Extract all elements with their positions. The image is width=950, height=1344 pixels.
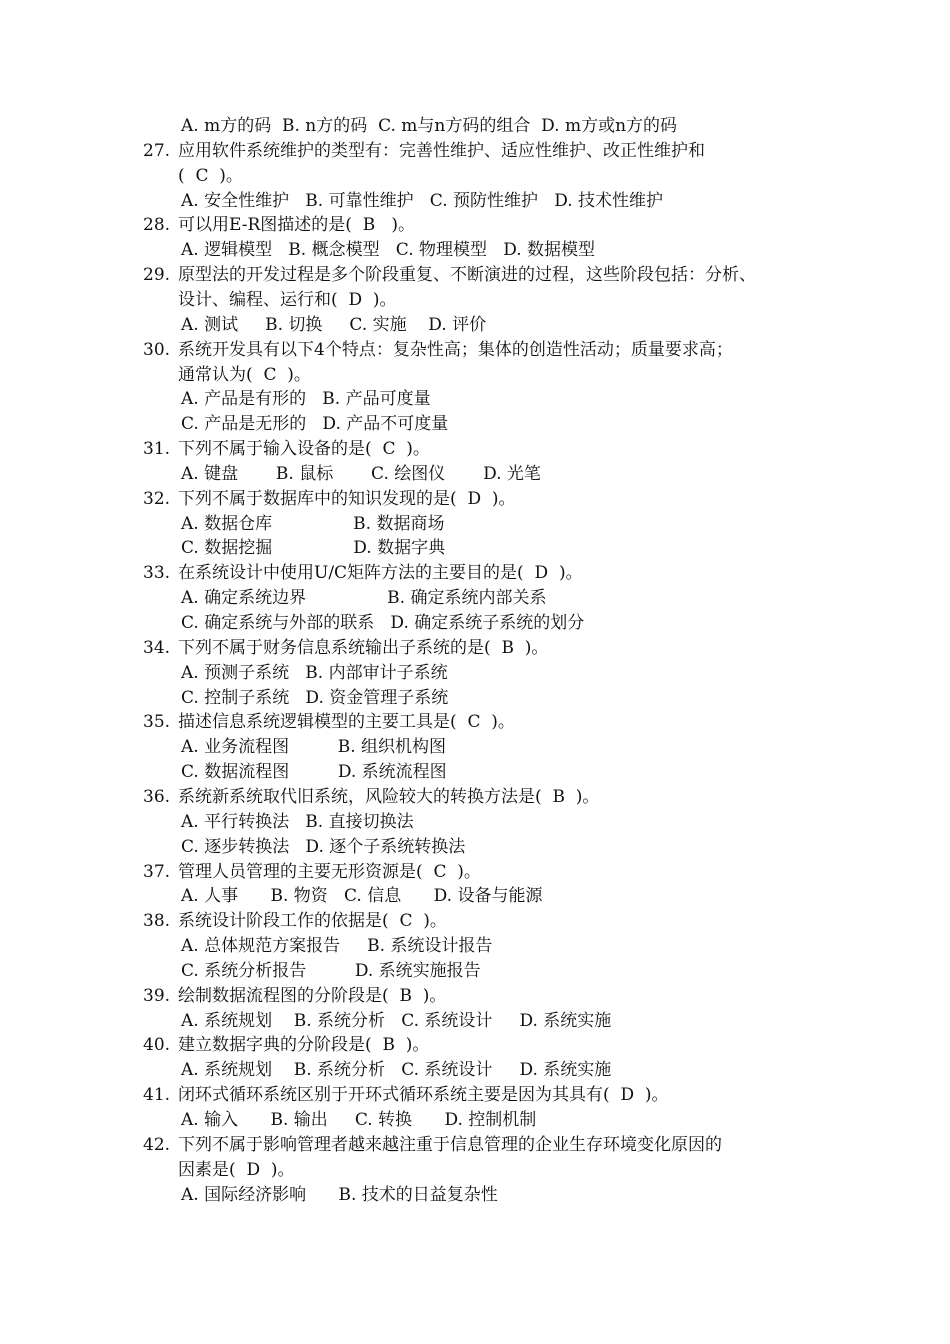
question-continuation	[178, 288, 397, 312]
options-line	[181, 313, 486, 337]
question-continuation	[178, 363, 311, 387]
line-text: A. 输入 B. 输出 C. 转换 D. 控制机制	[181, 1110, 537, 1130]
line-text: 绘制数据流程图的分阶段是( B )。	[178, 985, 447, 1006]
line-text: A. 预测子系统 B. 内部审计子系统	[181, 662, 448, 683]
question-continuation	[178, 164, 243, 188]
options-line	[181, 835, 465, 859]
line-text: A. 总体规范方案报告 B. 系统设计报告	[181, 936, 493, 957]
options-line	[181, 686, 448, 710]
options-line	[181, 586, 546, 610]
question-line	[143, 785, 599, 809]
options-line	[181, 959, 481, 983]
question-number: 40.	[143, 1035, 171, 1056]
line-text: C. 系统分析报告 D. 系统实施报告	[181, 960, 481, 981]
question-number: 36.	[143, 786, 171, 807]
line-text: A. 产品是有形的 B. 产品可度量	[181, 389, 431, 410]
options-line	[181, 611, 584, 635]
question-number: 42.	[143, 1134, 171, 1155]
line-text: C. 控制子系统 D. 资金管理子系统	[181, 687, 449, 708]
line-text: 可以用E-R图描述的是( B )。	[178, 215, 416, 236]
line-text: A. 业务流程图 B. 组织机构图	[181, 737, 447, 758]
question-number: 28.	[143, 215, 171, 236]
question-number: 33.	[143, 563, 171, 584]
line-text: A. m方的码 B. n方的码 C. m与n方码的组合 D. m方或n方的码	[181, 116, 678, 136]
line-text: 下列不属于财务信息系统输出子系统的是( B )。	[178, 637, 549, 658]
line-text: 下列不属于数据库中的知识发现的是( D )。	[178, 488, 516, 509]
question-line	[143, 561, 583, 585]
question-number: 41.	[143, 1085, 171, 1106]
line-text: 原型法的开发过程是多个阶段重复、不断演进的过程，这些阶段包括：分析、	[178, 265, 756, 286]
question-line	[143, 1033, 429, 1057]
options-line	[181, 760, 447, 784]
question-line	[143, 710, 515, 734]
line-text: 系统新系统取代旧系统，风险较大的转换方法是( B )。	[178, 786, 600, 807]
line-text: 下列不属于输入设备的是( C )。	[178, 439, 430, 460]
line-text: 系统开发具有以下4个特点：复杂性高；集体的创造性活动；质量要求高；	[178, 339, 733, 360]
question-continuation	[178, 1158, 295, 1182]
line-text: A. 数据仓库 B. 数据商场	[181, 513, 445, 534]
options-line	[181, 810, 414, 834]
line-text: A. 确定系统边界 B. 确定系统内部关系	[181, 588, 547, 609]
question-number: 32.	[143, 488, 171, 509]
question-number: 30.	[143, 339, 171, 360]
question-line	[143, 487, 516, 511]
question-line	[143, 338, 733, 362]
line-text: C. 产品是无形的 D. 产品不可度量	[181, 414, 449, 435]
question-line	[143, 1083, 669, 1107]
question-line	[143, 139, 705, 163]
options-line	[181, 1108, 536, 1132]
question-line	[143, 437, 430, 461]
line-text: A. 安全性维护 B. 可靠性维护 C. 预防性维护 D. 技术性维护	[181, 190, 664, 211]
line-text: C. 确定系统与外部的联系 D. 确定系统子系统的划分	[181, 613, 585, 633]
question-number: 31.	[143, 439, 171, 460]
line-text: 闭环式循环系统区别于开环式循环系统主要是因为其具有( D )。	[178, 1085, 669, 1106]
options-line	[181, 536, 445, 560]
options-line	[181, 189, 663, 213]
line-text: 管理人员管理的主要无形资源是( C )。	[178, 861, 481, 882]
line-text: 应用软件系统维护的类型有：完善性维护、适应性维护、改正性维护和	[178, 140, 705, 161]
options-line	[181, 512, 444, 536]
line-text: A. 键盘 B. 鼠标 C. 绘图仪 D. 光笔	[181, 463, 541, 484]
options-line	[181, 884, 542, 908]
options-line	[181, 412, 448, 436]
line-text: 下列不属于影响管理者越来越注重于信息管理的企业生存环境变化原因的	[178, 1134, 722, 1155]
line-text: C. 数据挖掘 D. 数据字典	[181, 538, 446, 559]
question-number: 29.	[143, 265, 171, 286]
options-line	[181, 238, 595, 262]
question-line	[143, 1133, 722, 1157]
line-text: A. 系统规划 B. 系统分析 C. 系统设计 D. 系统实施	[181, 1010, 612, 1031]
question-line	[143, 984, 446, 1008]
options-line	[181, 735, 446, 759]
question-number: 37.	[143, 861, 171, 882]
options-line	[181, 462, 541, 486]
line-text: 通常认为( C )。	[178, 364, 311, 385]
question-line	[143, 263, 756, 287]
line-text: 因素是( D )。	[178, 1159, 295, 1180]
line-text: ( C )。	[178, 165, 243, 186]
options-line	[181, 114, 677, 138]
line-text: A. 人事 B. 物资 C. 信息 D. 设备与能源	[181, 886, 543, 907]
question-number: 35.	[143, 712, 171, 733]
line-text: 建立数据字典的分阶段是( B )。	[178, 1035, 430, 1056]
question-line	[143, 636, 548, 660]
line-text: C. 逐步转换法 D. 逐个子系统转换法	[181, 836, 466, 857]
options-line	[181, 1009, 611, 1033]
options-line	[181, 934, 492, 958]
question-number: 34.	[143, 637, 171, 658]
options-line	[181, 1183, 498, 1207]
line-text: 在系统设计中使用U/C矩阵方法的主要目的是( D )。	[178, 563, 583, 584]
line-text: A. 系统规划 B. 系统分析 C. 系统设计 D. 系统实施	[181, 1060, 612, 1081]
line-text: 描述信息系统逻辑模型的主要工具是( C )。	[178, 712, 515, 733]
line-text: A. 逻辑模型 B. 概念模型 C. 物理模型 D. 数据模型	[181, 240, 596, 261]
line-text: A. 测试 B. 切换 C. 实施 D. 评价	[181, 314, 487, 335]
options-line	[181, 1058, 611, 1082]
question-number: 38.	[143, 911, 171, 932]
question-line	[143, 213, 415, 237]
line-text: 设计、编程、运行和( D )。	[178, 289, 397, 310]
question-number: 27.	[143, 140, 171, 161]
line-text: 系统设计阶段工作的依据是( C )。	[178, 911, 447, 932]
question-line	[143, 909, 447, 933]
options-line	[181, 387, 431, 411]
question-number: 39.	[143, 985, 171, 1006]
question-line	[143, 860, 481, 884]
line-text: A. 平行转换法 B. 直接切换法	[181, 811, 414, 832]
line-text: C. 数据流程图 D. 系统流程图	[181, 762, 447, 783]
options-line	[181, 661, 448, 685]
line-text: A. 国际经济影响 B. 技术的日益复杂性	[181, 1184, 498, 1205]
